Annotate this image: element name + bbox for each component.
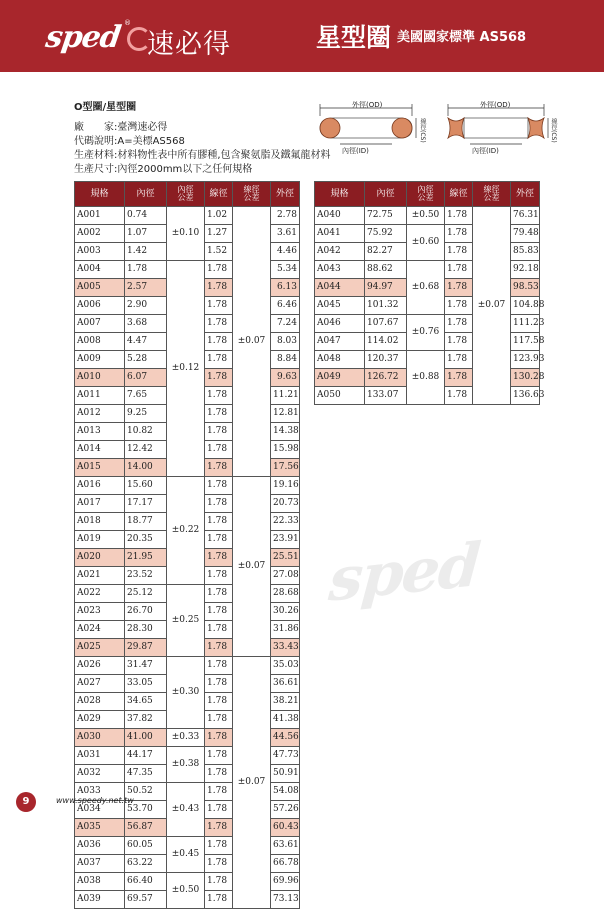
cell-cross-section: 1.78 <box>205 495 233 513</box>
cell-cross-section: 1.78 <box>205 549 233 567</box>
cell-cross-section: 1.78 <box>205 405 233 423</box>
cell-inner-diameter: 63.22 <box>125 855 167 873</box>
cell-cross-section: 1.78 <box>205 261 233 279</box>
cell-code: A042 <box>315 243 365 261</box>
watermark-logo: sped <box>326 530 482 616</box>
cell-outer-diameter: 11.21 <box>271 387 300 405</box>
cell-cs-tolerance: ±0.07 <box>233 477 271 657</box>
cell-code: A002 <box>75 225 125 243</box>
cell-outer-diameter: 79.48 <box>511 225 540 243</box>
cell-outer-diameter: 27.08 <box>271 567 300 585</box>
cell-inner-diameter: 20.35 <box>125 531 167 549</box>
cell-code: A047 <box>315 333 365 351</box>
trademark-mark: ® <box>124 19 131 27</box>
page-number: 9 <box>16 792 36 812</box>
cell-id-tolerance: ±0.50 <box>167 873 205 909</box>
table-row <box>75 657 300 675</box>
cell-outer-diameter: 36.61 <box>271 675 300 693</box>
cell-outer-diameter: 23.91 <box>271 531 300 549</box>
cell-inner-diameter: 9.25 <box>125 405 167 423</box>
cell-id-tolerance: ±0.50 <box>407 207 445 225</box>
cell-cross-section: 1.78 <box>205 369 233 387</box>
cell-outer-diameter: 8.84 <box>271 351 300 369</box>
cell-inner-diameter: 94.97 <box>365 279 407 297</box>
cell-outer-diameter: 38.21 <box>271 693 300 711</box>
cell-inner-diameter: 1.07 <box>125 225 167 243</box>
cell-cross-section: 1.78 <box>205 351 233 369</box>
cell-outer-diameter: 31.86 <box>271 621 300 639</box>
cell-id-tolerance: ±0.22 <box>167 477 205 585</box>
cell-inner-diameter: 34.65 <box>125 693 167 711</box>
cell-outer-diameter: 6.46 <box>271 297 300 315</box>
cell-cross-section: 1.78 <box>445 333 473 351</box>
cell-cross-section: 1.78 <box>205 387 233 405</box>
cell-cross-section: 1.78 <box>205 693 233 711</box>
cell-outer-diameter: 3.61 <box>271 225 300 243</box>
cell-cross-section: 1.78 <box>205 891 233 909</box>
cell-cross-section: 1.78 <box>205 459 233 477</box>
cell-code: A025 <box>75 639 125 657</box>
table-header-row <box>315 182 540 207</box>
cell-outer-diameter: 19.16 <box>271 477 300 495</box>
cell-inner-diameter: 88.62 <box>365 261 407 279</box>
cell-cross-section: 1.78 <box>445 279 473 297</box>
cell-outer-diameter: 73.13 <box>271 891 300 909</box>
cell-cross-section: 1.78 <box>445 207 473 225</box>
cell-cross-section: 1.78 <box>205 729 233 747</box>
cell-outer-diameter: 7.24 <box>271 315 300 333</box>
col-header-code: 規格 <box>75 182 125 207</box>
cell-cross-section: 1.78 <box>445 225 473 243</box>
cell-outer-diameter: 6.13 <box>271 279 300 297</box>
cell-code: A043 <box>315 261 365 279</box>
cell-code: A036 <box>75 837 125 855</box>
cell-id-tolerance: ±0.60 <box>407 225 445 261</box>
cell-code: A001 <box>75 207 125 225</box>
cell-outer-diameter: 33.43 <box>271 639 300 657</box>
col-header-od: 外徑 <box>271 182 300 207</box>
page-header <box>0 0 604 72</box>
cell-cross-section: 1.78 <box>205 513 233 531</box>
page-title: 星型圈 <box>316 23 392 52</box>
cell-inner-diameter: 72.75 <box>365 207 407 225</box>
cell-cross-section: 1.78 <box>445 315 473 333</box>
cell-cross-section: 1.78 <box>445 243 473 261</box>
cell-cross-section: 1.78 <box>205 837 233 855</box>
cell-cross-section: 1.78 <box>205 873 233 891</box>
col-header-code: 規格 <box>315 182 365 207</box>
cell-cross-section: 1.78 <box>445 261 473 279</box>
cell-cross-section: 1.78 <box>205 477 233 495</box>
cell-code: A013 <box>75 423 125 441</box>
cell-outer-diameter: 92.18 <box>511 261 540 279</box>
cell-code: A050 <box>315 387 365 405</box>
table-row <box>75 207 300 225</box>
cell-code: A021 <box>75 567 125 585</box>
cell-code: A033 <box>75 783 125 801</box>
cell-inner-diameter: 14.00 <box>125 459 167 477</box>
cell-cs-tolerance: ±0.07 <box>233 207 271 477</box>
cell-inner-diameter: 114.02 <box>365 333 407 351</box>
col-header-id: 內徑 <box>365 182 407 207</box>
col-header-id: 內徑 <box>125 182 167 207</box>
cell-inner-diameter: 3.68 <box>125 315 167 333</box>
table-header-row <box>75 182 300 207</box>
cell-id-tolerance: ±0.33 <box>167 729 205 747</box>
cell-code: A010 <box>75 369 125 387</box>
cell-code: A049 <box>315 369 365 387</box>
brand-logo: sped <box>43 20 123 55</box>
cell-outer-diameter: 22.33 <box>271 513 300 531</box>
cell-code: A046 <box>315 315 365 333</box>
cell-inner-diameter: 0.74 <box>125 207 167 225</box>
cell-cross-section: 1.78 <box>205 711 233 729</box>
cell-outer-diameter: 17.56 <box>271 459 300 477</box>
cell-cross-section: 1.78 <box>205 567 233 585</box>
col-header-cs: 線徑 <box>445 182 473 207</box>
cell-inner-diameter: 7.65 <box>125 387 167 405</box>
cell-cross-section: 1.78 <box>205 621 233 639</box>
cell-cross-section: 1.78 <box>205 639 233 657</box>
cell-code: A004 <box>75 261 125 279</box>
star-ring-diagram <box>440 98 558 158</box>
cell-inner-diameter: 25.12 <box>125 585 167 603</box>
cell-code: A017 <box>75 495 125 513</box>
cell-code: A023 <box>75 603 125 621</box>
col-header-cs-tol: 線徑 公差 <box>473 182 511 207</box>
cell-cross-section: 1.78 <box>205 585 233 603</box>
table-row <box>315 207 540 225</box>
cell-code: A037 <box>75 855 125 873</box>
cell-inner-diameter: 1.78 <box>125 261 167 279</box>
cell-inner-diameter: 66.40 <box>125 873 167 891</box>
cell-inner-diameter: 37.82 <box>125 711 167 729</box>
cell-id-tolerance: ±0.12 <box>167 261 205 477</box>
col-header-od: 外徑 <box>511 182 540 207</box>
cell-cross-section: 1.78 <box>205 657 233 675</box>
cell-cross-section: 1.78 <box>445 297 473 315</box>
cell-cross-section: 1.78 <box>205 603 233 621</box>
cell-outer-diameter: 2.78 <box>271 207 300 225</box>
cell-cross-section: 1.78 <box>445 351 473 369</box>
cell-inner-diameter: 26.70 <box>125 603 167 621</box>
diagram-cs-label: 線徑(CS) <box>419 118 426 143</box>
cell-outer-diameter: 47.73 <box>271 747 300 765</box>
footer-url: www.speedy.net.tw <box>56 796 134 805</box>
cell-code: A024 <box>75 621 125 639</box>
cell-inner-diameter: 4.47 <box>125 333 167 351</box>
cell-outer-diameter: 28.68 <box>271 585 300 603</box>
cell-outer-diameter: 44.56 <box>271 729 300 747</box>
cell-inner-diameter: 2.90 <box>125 297 167 315</box>
cell-outer-diameter: 9.63 <box>271 369 300 387</box>
cell-code: A012 <box>75 405 125 423</box>
cell-inner-diameter: 10.82 <box>125 423 167 441</box>
cell-inner-diameter: 120.37 <box>365 351 407 369</box>
cell-code: A026 <box>75 657 125 675</box>
diagram2-cs-label: 線徑(CS) <box>550 118 557 143</box>
cell-outer-diameter: 5.34 <box>271 261 300 279</box>
cell-inner-diameter: 18.77 <box>125 513 167 531</box>
cell-outer-diameter: 85.83 <box>511 243 540 261</box>
cell-code: A027 <box>75 675 125 693</box>
cell-code: A045 <box>315 297 365 315</box>
cell-outer-diameter: 98.53 <box>511 279 540 297</box>
cell-id-tolerance: ±0.45 <box>167 837 205 873</box>
cell-outer-diameter: 14.38 <box>271 423 300 441</box>
cell-id-tolerance: ±0.88 <box>407 351 445 405</box>
cell-inner-diameter: 28.30 <box>125 621 167 639</box>
cell-outer-diameter: 69.96 <box>271 873 300 891</box>
cell-code: A034 <box>75 801 125 819</box>
cell-outer-diameter: 15.98 <box>271 441 300 459</box>
cell-cross-section: 1.78 <box>205 441 233 459</box>
cell-code: A011 <box>75 387 125 405</box>
cell-inner-diameter: 12.42 <box>125 441 167 459</box>
cell-code: A019 <box>75 531 125 549</box>
cell-outer-diameter: 4.46 <box>271 243 300 261</box>
cell-inner-diameter: 5.28 <box>125 351 167 369</box>
cell-inner-diameter: 75.92 <box>365 225 407 243</box>
cell-code: A020 <box>75 549 125 567</box>
diagram2-id-label: 內徑(ID) <box>472 147 499 155</box>
material-line: 生產材料:材料物性表中所有膠種,包含聚氨脂及鐵氟龍材料 <box>74 150 331 161</box>
col-header-cs: 線徑 <box>205 182 233 207</box>
cell-outer-diameter: 50.91 <box>271 765 300 783</box>
cell-outer-diameter: 54.08 <box>271 783 300 801</box>
diagram-id-label: 內徑(ID) <box>342 147 369 155</box>
cell-cross-section: 1.78 <box>205 531 233 549</box>
cell-outer-diameter: 123.93 <box>511 351 540 369</box>
cell-code: A031 <box>75 747 125 765</box>
cell-code: A016 <box>75 477 125 495</box>
cell-code: A030 <box>75 729 125 747</box>
cell-cross-section: 1.78 <box>205 675 233 693</box>
diagram-od-label: 外徑(OD) <box>352 101 383 109</box>
cell-outer-diameter: 57.26 <box>271 801 300 819</box>
maker-line: 廠 家:臺灣速必得 <box>74 122 168 133</box>
cell-outer-diameter: 30.26 <box>271 603 300 621</box>
cell-inner-diameter: 2.57 <box>125 279 167 297</box>
cell-cross-section: 1.78 <box>205 297 233 315</box>
cell-cs-tolerance: ±0.07 <box>473 207 511 405</box>
cell-cross-section: 1.78 <box>205 423 233 441</box>
cell-id-tolerance: ±0.38 <box>167 747 205 783</box>
cell-code: A040 <box>315 207 365 225</box>
cell-id-tolerance: ±0.76 <box>407 315 445 351</box>
cell-outer-diameter: 117.58 <box>511 333 540 351</box>
cell-cs-tolerance: ±0.07 <box>233 657 271 909</box>
cell-inner-diameter: 31.47 <box>125 657 167 675</box>
cell-inner-diameter: 17.17 <box>125 495 167 513</box>
cell-outer-diameter: 66.78 <box>271 855 300 873</box>
cell-cross-section: 1.78 <box>205 819 233 837</box>
cell-cross-section: 1.78 <box>445 369 473 387</box>
cell-inner-diameter: 41.00 <box>125 729 167 747</box>
cell-code: A014 <box>75 441 125 459</box>
cell-cross-section: 1.02 <box>205 207 233 225</box>
cell-inner-diameter: 47.35 <box>125 765 167 783</box>
cell-cross-section: 1.78 <box>205 783 233 801</box>
cell-code: A022 <box>75 585 125 603</box>
cell-inner-diameter: 53.70 <box>125 801 167 819</box>
spec-table-right <box>314 181 545 405</box>
cell-inner-diameter: 6.07 <box>125 369 167 387</box>
cell-code: A041 <box>315 225 365 243</box>
cell-code: A015 <box>75 459 125 477</box>
product-title: O型圈/星型圈 <box>74 102 137 113</box>
cell-inner-diameter: 69.57 <box>125 891 167 909</box>
cell-outer-diameter: 8.03 <box>271 333 300 351</box>
size-line: 生產尺寸:內徑2000mm以下之任何規格 <box>74 164 253 175</box>
cell-inner-diameter: 133.07 <box>365 387 407 405</box>
brand-name-cn: 速必得 <box>147 29 231 60</box>
cell-id-tolerance: ±0.30 <box>167 657 205 729</box>
cell-id-tolerance: ±0.43 <box>167 783 205 837</box>
cell-inner-diameter: 23.52 <box>125 567 167 585</box>
cell-code: A006 <box>75 297 125 315</box>
cell-cross-section: 1.78 <box>445 387 473 405</box>
cell-cross-section: 1.78 <box>205 333 233 351</box>
cell-inner-diameter: 29.87 <box>125 639 167 657</box>
cell-outer-diameter: 111.23 <box>511 315 540 333</box>
cell-cross-section: 1.78 <box>205 315 233 333</box>
cell-code: A005 <box>75 279 125 297</box>
cell-outer-diameter: 104.88 <box>511 297 540 315</box>
cell-cross-section: 1.78 <box>205 855 233 873</box>
cell-outer-diameter: 130.28 <box>511 369 540 387</box>
col-header-id-tol: 內徑 公差 <box>407 182 445 207</box>
cell-outer-diameter: 20.73 <box>271 495 300 513</box>
cell-code: A035 <box>75 819 125 837</box>
cell-outer-diameter: 60.43 <box>271 819 300 837</box>
cell-code: A048 <box>315 351 365 369</box>
cell-code: A028 <box>75 693 125 711</box>
cell-code: A039 <box>75 891 125 909</box>
code-line: 代碼說明:A=美標AS568 <box>74 136 185 147</box>
cell-inner-diameter: 44.17 <box>125 747 167 765</box>
col-header-cs-tol: 線徑 公差 <box>233 182 271 207</box>
cell-outer-diameter: 63.61 <box>271 837 300 855</box>
cell-inner-diameter: 101.32 <box>365 297 407 315</box>
cell-code: A044 <box>315 279 365 297</box>
cell-cross-section: 1.52 <box>205 243 233 261</box>
cell-code: A003 <box>75 243 125 261</box>
cell-id-tolerance: ±0.68 <box>407 261 445 315</box>
cell-inner-diameter: 15.60 <box>125 477 167 495</box>
cell-inner-diameter: 107.67 <box>365 315 407 333</box>
table-row <box>75 477 300 495</box>
cell-inner-diameter: 21.95 <box>125 549 167 567</box>
cell-cross-section: 1.78 <box>205 747 233 765</box>
cell-id-tolerance: ±0.25 <box>167 585 205 657</box>
cell-cross-section: 1.78 <box>205 765 233 783</box>
cell-code: A009 <box>75 351 125 369</box>
cell-outer-diameter: 41.38 <box>271 711 300 729</box>
cell-inner-diameter: 1.42 <box>125 243 167 261</box>
cell-cross-section: 1.27 <box>205 225 233 243</box>
page-subtitle: 美國國家標準 AS568 <box>397 30 527 45</box>
cell-code: A038 <box>75 873 125 891</box>
cell-outer-diameter: 136.63 <box>511 387 540 405</box>
cell-code: A029 <box>75 711 125 729</box>
cell-inner-diameter: 50.52 <box>125 783 167 801</box>
diagram2-od-label: 外徑(OD) <box>480 101 511 109</box>
cell-cross-section: 1.78 <box>205 801 233 819</box>
cell-outer-diameter: 76.31 <box>511 207 540 225</box>
cell-inner-diameter: 126.72 <box>365 369 407 387</box>
cell-inner-diameter: 33.05 <box>125 675 167 693</box>
cell-inner-diameter: 82.27 <box>365 243 407 261</box>
cell-outer-diameter: 35.03 <box>271 657 300 675</box>
cell-code: A032 <box>75 765 125 783</box>
cell-code: A018 <box>75 513 125 531</box>
cell-code: A007 <box>75 315 125 333</box>
cell-id-tolerance: ±0.10 <box>167 207 205 261</box>
cell-inner-diameter: 60.05 <box>125 837 167 855</box>
cell-outer-diameter: 25.51 <box>271 549 300 567</box>
cell-code: A008 <box>75 333 125 351</box>
o-ring-diagram <box>312 98 427 158</box>
col-header-id-tol: 內徑 公差 <box>167 182 205 207</box>
cell-outer-diameter: 12.81 <box>271 405 300 423</box>
cell-inner-diameter: 56.87 <box>125 819 167 837</box>
cell-cross-section: 1.78 <box>205 279 233 297</box>
